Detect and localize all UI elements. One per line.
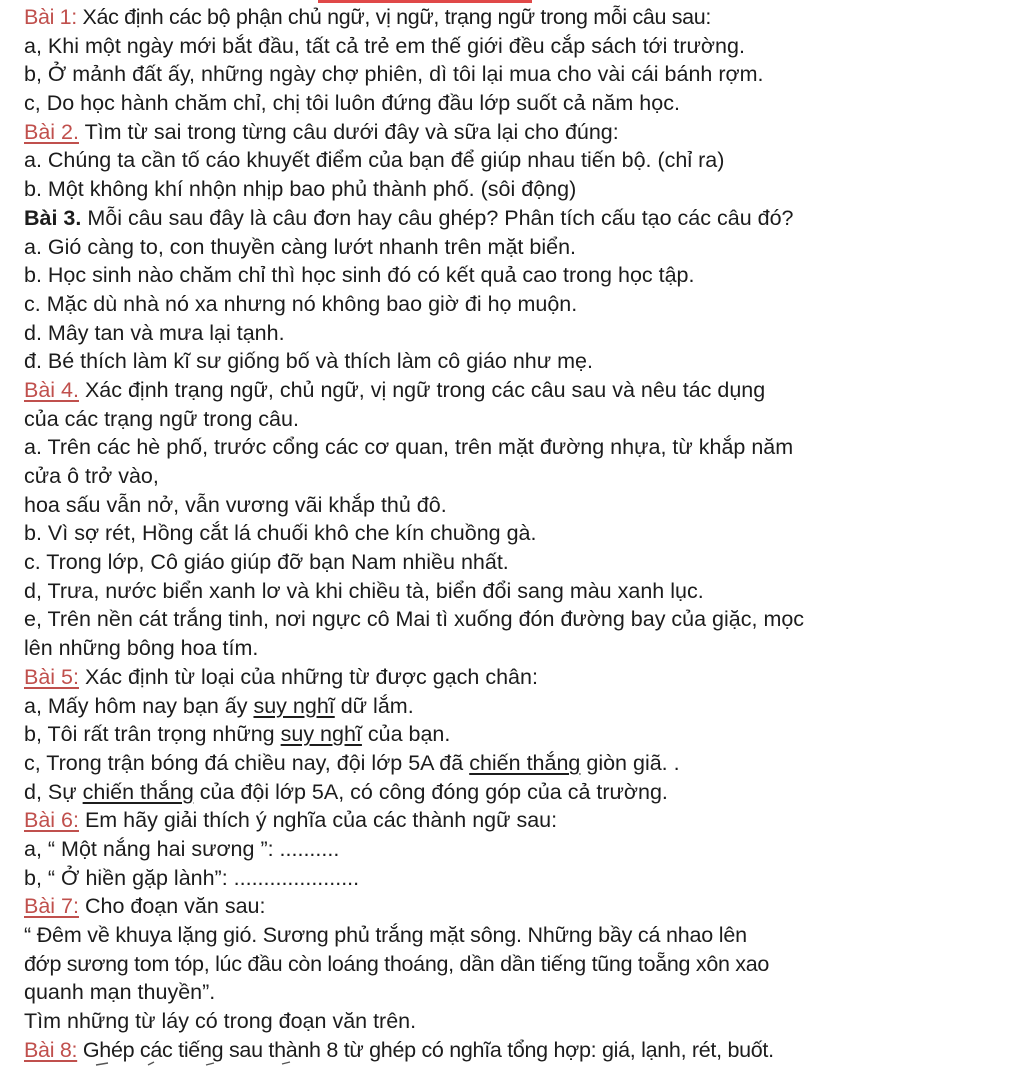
b7-paragraph-line1: “ Đêm về khuya lặng gió. Sương phủ trắng mặt sông. Những bầy cá nhao lên <box>24 923 747 947</box>
b1-item-c: c, Do học hành chăm chỉ, chị tôi luôn đứng đầu lớp suốt cả năm học. <box>24 91 680 116</box>
next-line-fragment <box>0 1058 1024 1066</box>
b4-prompt-line2: của các trạng ngữ trong câu. <box>24 406 299 431</box>
b2-heading <box>24 118 1014 147</box>
b7-paragraph-line3: quanh mạn thuyền”. <box>24 980 216 1005</box>
b5-c-underlined: chiến thắng <box>469 750 581 775</box>
b7-task: Tìm những từ láy có trong đoạn văn trên. <box>24 1009 417 1034</box>
b7-title: Bài 7: <box>24 894 79 919</box>
b4-heading <box>24 376 1014 405</box>
b4-item-a-line1: a. Trên các hè phố, trước cổng các cơ quan, trên mặt đường nhựa, từ khắp năm <box>24 435 794 460</box>
b7-paragraph-line2: đớp sương tom tóp, lúc đầu còn loáng thoáng, dần dần tiếng tũng toẵng xôn xao <box>24 951 770 976</box>
b5-b-post: của bạn. <box>361 722 451 747</box>
b4-prompt-line1: Xác định trạng ngữ, chủ ngữ, vị ngữ trong các câu sau và nêu tác dụng <box>78 377 766 402</box>
b7-heading <box>24 892 1014 921</box>
b2-item-a: a. Chúng ta cần tố cáo khuyết điểm của bạn để giúp nhau tiến bộ. (chỉ ra) <box>24 148 725 173</box>
b5-title: Bài 5: <box>24 664 79 689</box>
b1-item-b: b, Ở mảnh đất ấy, những ngày chợ phiên, dì tôi lại mua cho vài cái bánh rợm. <box>24 62 764 87</box>
b3-prompt: Mỗi câu sau đây là câu đơn hay câu ghép? Phân tích cấu tạo các câu đó? <box>81 205 794 230</box>
b8-prompt: Ghép các tiếng sau thành 8 từ ghép có nghĩa tổng hợp: giá, lạnh, rét, buốt. <box>77 1037 774 1062</box>
b5-item-a <box>24 692 1014 721</box>
b4-item-c: c. Trong lớp, Cô giáo giúp đỡ bạn Nam nhiều nhất. <box>24 550 509 575</box>
b7-prompt: Cho đoạn văn sau: <box>78 894 266 919</box>
b3-item-c: c. Mặc dù nhà nó xa nhưng nó không bao giờ đi họ muộn. <box>24 291 578 316</box>
b4-item-a-line2: cửa ô trở vào, <box>24 464 159 488</box>
b5-a-post: dữ lắm. <box>334 693 414 718</box>
b3-item-d: d. Mây tan và mưa lại tạnh. <box>24 320 285 345</box>
b4-item-b: b. Vì sợ rét, Hồng cắt lá chuối khô che kín chuồng gà. <box>24 521 537 546</box>
b5-b-pre: b, Tôi rất trân trọng những <box>24 722 281 747</box>
b3-item-dd: đ. Bé thích làm kĩ sư giống bố và thích làm cô giáo như mẹ. <box>24 349 593 374</box>
b5-c-post: giòn giã. . <box>580 750 680 775</box>
b2-item-b: b. Một không khí nhộn nhịp bao phủ thành phố. (sôi động) <box>24 177 577 202</box>
b4-item-a-line3: hoa sấu vẫn nở, vẫn vương vãi khắp thủ đô. <box>24 492 447 517</box>
b1-item-a: a, Khi một ngày mới bắt đầu, tất cả trẻ em thế giới đều cắp sách tới trường. <box>24 33 745 58</box>
b5-d-post: của đội lớp 5A, có công đóng góp của cả trường. <box>193 779 668 804</box>
b1-prompt: Xác định các bộ phận chủ ngữ, vị ngữ, trạng ngữ trong mỗi câu sau: <box>76 5 711 29</box>
b4-item-d: d, Trưa, nước biển xanh lơ và khi chiều tà, biển đổi sang màu xanh lục. <box>24 578 704 603</box>
b1-title: Bài 1: <box>24 5 77 29</box>
b5-d-underlined: chiến thắng <box>82 779 194 804</box>
b1-heading <box>24 3 1014 32</box>
b5-c-pre: c, Trong trận bóng đá chiều nay, đội lớp 5A đã <box>24 750 470 775</box>
b4-title: Bài 4. <box>24 377 79 402</box>
exercise-sheet <box>24 3 1014 1064</box>
b6-heading <box>24 806 1014 835</box>
b2-prompt: Tìm từ sai trong từng câu dưới đây và sữa lại cho đúng: <box>78 119 619 144</box>
b6-prompt: Em hãy giải thích ý nghĩa của các thành ngữ sau: <box>78 808 558 833</box>
b6-title: Bài 6: <box>24 808 79 833</box>
b3-title: Bài 3. <box>24 205 82 230</box>
b4-item-e-line2: lên những bông hoa tím. <box>24 636 259 661</box>
b5-d-pre: d, Sự <box>24 779 83 804</box>
b5-a-pre: a, Mấy hôm nay bạn ấy <box>24 693 254 718</box>
b3-item-a: a. Gió càng to, con thuyền càng lướt nhanh trên mặt biển. <box>24 234 576 259</box>
b3-item-b: b. Học sinh nào chăm chỉ thì học sinh đó có kết quả cao trong học tập. <box>24 263 695 288</box>
b8-title: Bài 8: <box>24 1037 78 1062</box>
b6-item-a: a, “ Một nắng hai sương ”: .......... <box>24 836 340 861</box>
b3-heading <box>24 204 1014 233</box>
b2-title: Bài 2. <box>24 119 79 144</box>
b5-item-c <box>24 749 1014 778</box>
b5-a-underlined: suy nghĩ <box>253 693 335 718</box>
b5-item-b <box>24 720 1014 749</box>
b5-item-d <box>24 778 1014 807</box>
b5-b-underlined: suy nghĩ <box>280 722 362 747</box>
b5-prompt: Xác định từ loại của những từ được gạch chân: <box>78 664 538 689</box>
b6-item-b: b, “ Ở hiền gặp lành”: ..................... <box>24 865 360 890</box>
b4-item-e-line1: e, Trên nền cát trắng tinh, nơi ngực cô Mai tì xuống đón đường bay của giặc, mọc <box>24 607 805 632</box>
b5-heading <box>24 663 1014 692</box>
